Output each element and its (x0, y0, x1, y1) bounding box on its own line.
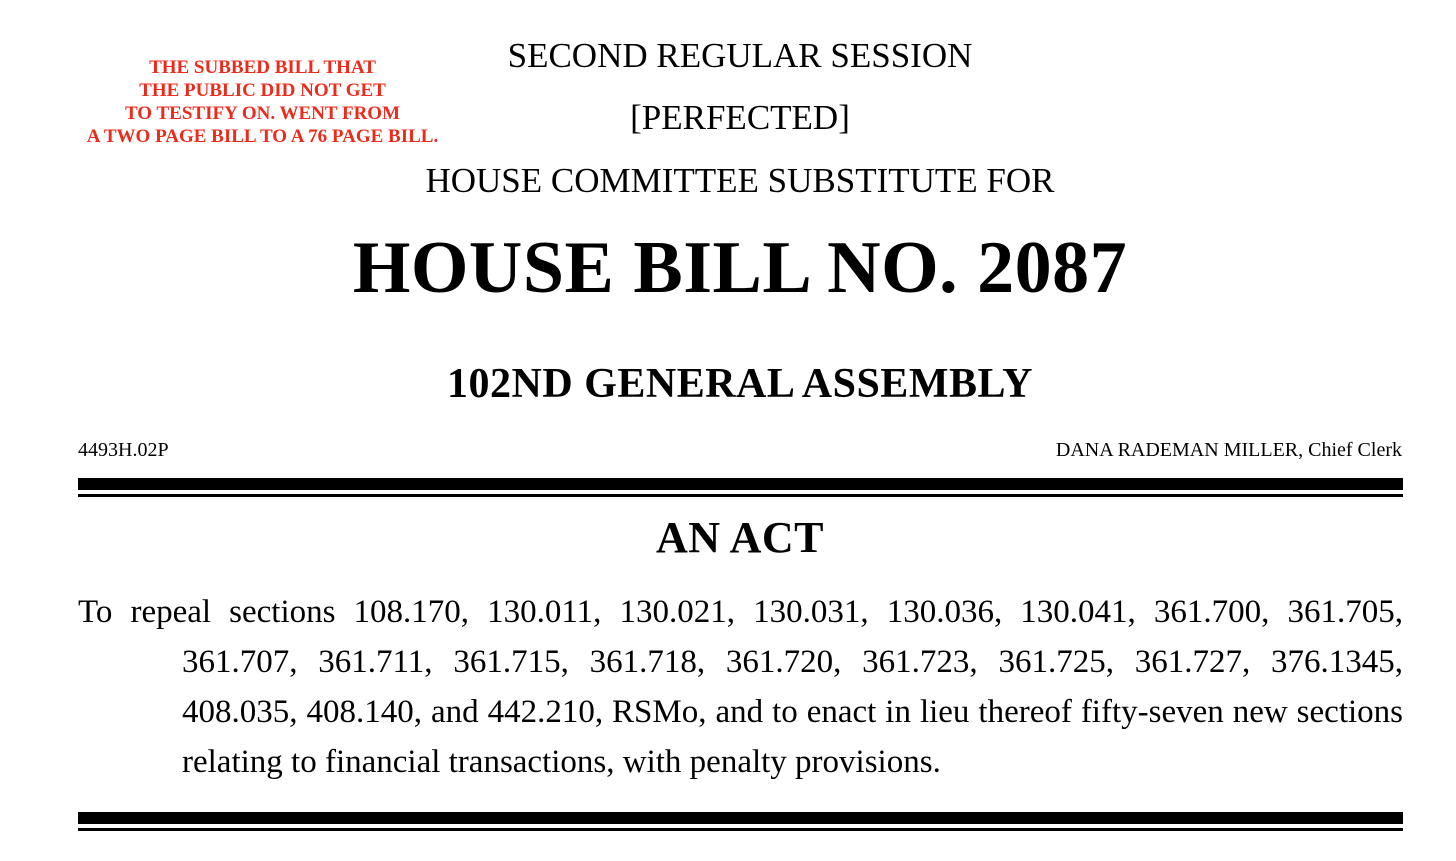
status-heading: [PERFECTED] (630, 98, 850, 137)
annotation-line: TO TESTIFY ON. WENT FROM (124, 103, 401, 124)
bill-title: HOUSE BILL NO. 2087 (352, 227, 1128, 309)
act-body-text: To repeal sections 108.170, 130.011, 130.021, 130.031, 130.036, 130.041, 361.700, 361.705, 361.707, 361.711, 361.715, 361.718, 361.720, 361.723, 361.725, 361.727, 376.1345, 408.035, 408.140, and 442.210, RSMo, and to enact in lieu thereof fifty-seven new sections relating to financial transactions, with penalty provisions. (78, 594, 1403, 780)
bottom-rule-thick (78, 812, 1403, 824)
annotation-line: THE SUBBED BILL THAT (149, 57, 376, 78)
assembly-heading: 102ND GENERAL ASSEMBLY (447, 361, 1033, 407)
act-heading: AN ACT (655, 513, 825, 562)
bottom-rule-thin (78, 828, 1403, 831)
annotation-line: A TWO PAGE BILL TO A 76 PAGE BILL. (86, 126, 439, 147)
top-rule-thick (78, 478, 1403, 490)
document-code: 4493H.02P (78, 439, 169, 461)
session-heading: SECOND REGULAR SESSION (507, 36, 973, 75)
top-rule-thin (78, 494, 1403, 497)
chief-clerk: DANA RADEMAN MILLER, Chief Clerk (1055, 439, 1402, 461)
substitute-heading: HOUSE COMMITTEE SUBSTITUTE FOR (425, 161, 1055, 200)
annotation-line: THE PUBLIC DID NOT GET (139, 80, 386, 101)
